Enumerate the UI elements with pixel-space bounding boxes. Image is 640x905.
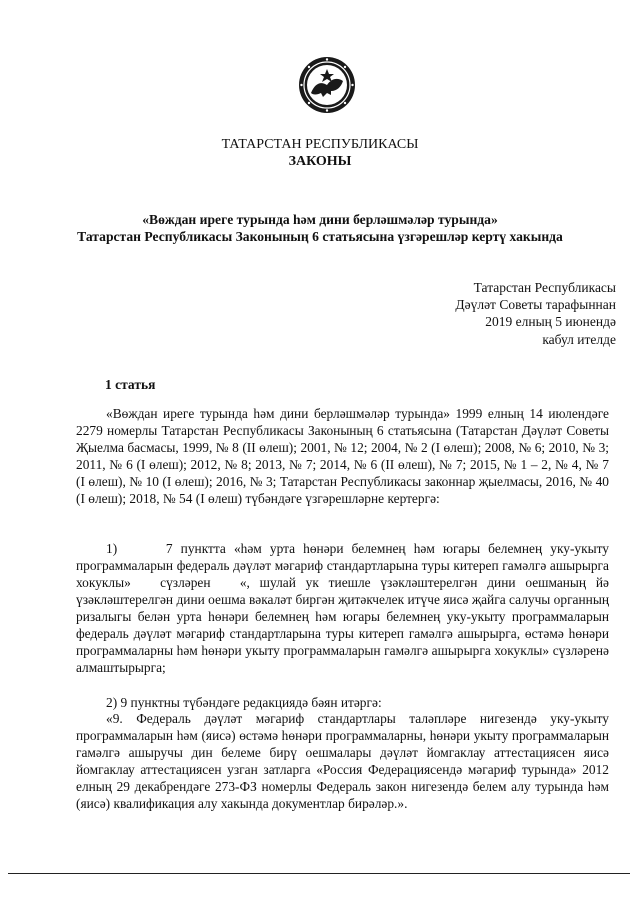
item-1-paragraph: 1) 7 пунктта «һәм урта һөнәри белемнең һәм югары белемнең уку-укыту программаларын федераль дәүләт мәгариф стандартларына туры китереп гамәлгә ашырырга хокуклы» сүзләрен «, шулай ук тиешле үзәкләштерелгән дини оешманың йә үзәкләштерелгән дини оешма вәкаләт биргән җитәкчелек итүче яисә җайга салучы органның ризалыгы белән урта һөнәри белемнең һәм югары белемнең уку-укыту программаларын федераль дәүләт мәгариф стандартларына туры китереп гамәлгә ашырырга, өстәмә һөнәри программаларны һәм һөнәри укыту программаларын гамәлгә ашырырга хокуклы» сүзләренә алмаштырырга; [76, 541, 613, 675]
republic-heading: ТАТАРСТАН РЕСПУБЛИКАСЫ [221, 137, 419, 152]
law-title-line-2: Татарстан Республикасы Законының 6 статьясына үзгәрешләр кертү хакында [77, 229, 563, 244]
adoption-note [455, 279, 616, 348]
page-bottom-rule [8, 873, 630, 874]
law-heading: ЗАКОНЫ [288, 154, 352, 169]
adoption-line: Татарстан Республикасы [473, 280, 616, 295]
article-heading: 1 статья [105, 377, 156, 392]
coat-of-arms-icon [297, 55, 357, 115]
quoted-paragraph: «9. Федераль дәүләт мәгариф стандартлары таләпләре нигезендә уку-укыту программаларын һәм (яисә) өстәмә һөнәри программаларны, һөнәри укыту программаларын гамәлгә ашыручы дин белеме бирү оешмалары дәүләт йомгаклау аттестациясен яисә йомгаклау аттестациясен узган затларга «Россия Федерациясендә мәгариф турында» 2012 елның 29 декабрендәге 273-ФЗ номерлы Федераль закон нигезендә белем алу турында һәм (яисә) квалификация алу хакында документлар бирәләр.». [76, 711, 609, 811]
adoption-date: 2019 елның 5 июнендә [485, 314, 616, 330]
adoption-line: кабул ителде [542, 331, 616, 347]
item-2-paragraph: 2) 9 пунктны түбәндәге редакциядә бәян итәргә: [106, 695, 382, 710]
adoption-line: Дәүләт Советы тарафыннан [455, 297, 616, 313]
law-title-line-1: «Вөждан ирегe турында һәм дини берләшмәләр турында» [142, 212, 498, 227]
intro-paragraph: «Вөждан ирегe турында һәм дини берләшмәләр турында» 1999 елның 14 июлендәге 2279 номерлы Татарстан Республикасы Законының 6 статьясына (Татарстан Дәүләт Советы Җыелма басмасы, 1999, № 8 (II өлеш); 2001, № 12; 2004, № 2 (I өлеш); 2008, № 6; 2010, № 3; 2011, № 6 (I өлеш); 2012, № 8; 2013, № 7; 2014, № 6 (II өлеш), № 7; 2015, № 1 – 2, № 4, № 7 (I өлеш), № 10 (I өлеш); 2016, № 3; Татарстан Республикасы законнар җыелмасы, 2016, № 40 (I өлеш); 2018, № 54 (I өлеш) түбәндәге үзгәрешләрне кертергә: [76, 406, 609, 506]
